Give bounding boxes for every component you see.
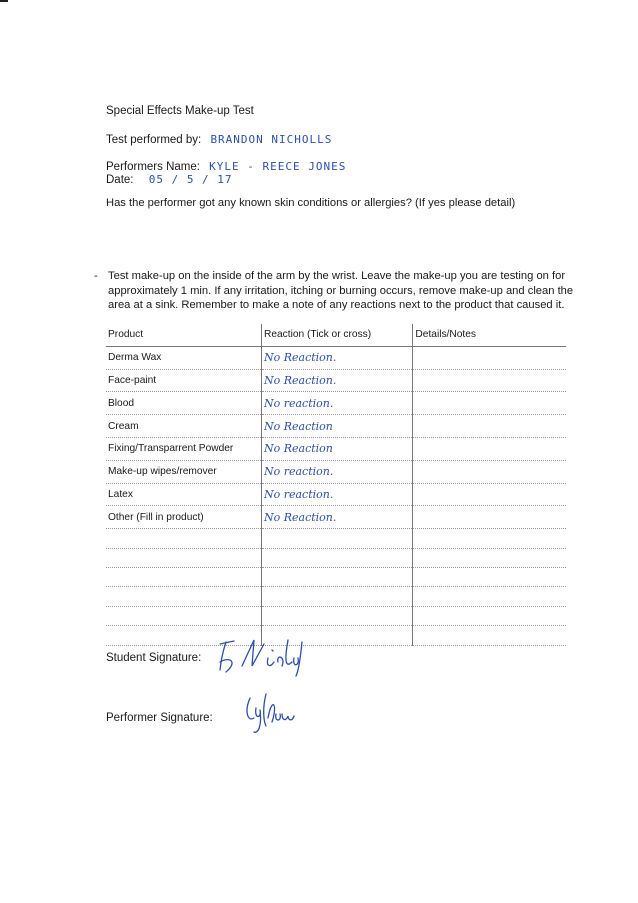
blank-cell: [413, 529, 566, 548]
table-row: [106, 437, 566, 460]
performer-name-value: KYLE - REECE JONES: [209, 160, 347, 173]
product-reaction-table: [106, 324, 566, 646]
instruction-text: Test make-up on the inside of the arm by the wrist. Leave the make-up you are testing on for approximately 1 min. If any irritation, itching or burning occurs, remove make-up and clean the area at a sink. Remember to make a note of any reactions next to the product that caused it.: [108, 270, 574, 311]
blank-cell: [106, 529, 261, 548]
performer-signature: [242, 688, 302, 738]
product-cell: Face-paint: [106, 369, 261, 392]
blank-cell: [413, 548, 566, 567]
blank-cell: [413, 606, 566, 625]
table-row: [106, 369, 566, 392]
blank-cell: [413, 587, 566, 606]
details-cell: [413, 460, 566, 483]
student-signature-label: Student Signature:: [106, 652, 202, 664]
details-cell: [413, 506, 566, 529]
reaction-cell: No Reaction.: [261, 369, 412, 392]
blank-cell: [261, 606, 412, 625]
reaction-cell: No Reaction: [261, 415, 412, 438]
performed-by-value: BRANDON NICHOLLS: [210, 133, 333, 146]
date-line: [106, 173, 233, 186]
reaction-cell: No Reaction.: [261, 506, 412, 529]
details-cell: [413, 346, 566, 369]
details-cell: [413, 369, 566, 392]
blank-cell: [106, 606, 261, 625]
date-label: Date:: [106, 174, 134, 186]
blank-cell: [261, 548, 412, 567]
blank-cell: [106, 548, 261, 567]
instruction-bullet: [94, 269, 578, 313]
details-cell: [413, 415, 566, 438]
header-product: Product: [106, 324, 261, 346]
product-cell: Derma Wax: [106, 346, 261, 369]
performer-name-label: Performers Name:: [106, 161, 200, 173]
product-cell: Other (Fill in product): [106, 506, 261, 529]
product-cell: Make-up wipes/remover: [106, 460, 261, 483]
product-cell: Blood: [106, 392, 261, 415]
table-row: [106, 415, 566, 438]
performed-by-label: Test performed by:: [106, 134, 202, 146]
table-row: [106, 460, 566, 483]
blank-row: [106, 548, 566, 567]
reaction-cell: No Reaction: [261, 437, 412, 460]
product-cell: Fixing/Transparrent Powder: [106, 437, 261, 460]
reaction-cell: No reaction.: [261, 483, 412, 506]
performer-signature-label: Performer Signature:: [106, 712, 213, 724]
reaction-cell: No reaction.: [261, 460, 412, 483]
blank-cell: [413, 567, 566, 586]
performer-name-line: [106, 160, 346, 173]
table-row: [106, 506, 566, 529]
reaction-cell: No reaction.: [261, 392, 412, 415]
blank-row: [106, 567, 566, 586]
blank-cell: [106, 587, 261, 606]
performed-by-line: [106, 133, 332, 146]
table-header-row: [106, 324, 566, 346]
blank-row: [106, 606, 566, 625]
details-cell: [413, 392, 566, 415]
allergy-question: Has the performer got any known skin conditions or allergies? (If yes please detail): [106, 197, 516, 209]
form-title: Special Effects Make-up Test: [106, 105, 254, 117]
product-cell: Cream: [106, 415, 261, 438]
blank-row: [106, 626, 566, 645]
blank-cell: [106, 567, 261, 586]
scan-corner-mark: [0, 0, 8, 2]
blank-cell: [261, 567, 412, 586]
table-row: [106, 346, 566, 369]
reaction-cell: No Reaction.: [261, 346, 412, 369]
date-value: 05 / 5 / 17: [148, 173, 233, 186]
bullet-dash: -: [94, 270, 98, 282]
header-details: Details/Notes: [413, 324, 566, 346]
blank-cell: [413, 626, 566, 645]
student-signature: [212, 632, 312, 678]
details-cell: [413, 437, 566, 460]
details-cell: [413, 483, 566, 506]
product-cell: Latex: [106, 483, 261, 506]
table-row: [106, 392, 566, 415]
blank-cell: [261, 587, 412, 606]
table-row: [106, 483, 566, 506]
header-reaction: Reaction (Tick or cross): [261, 324, 412, 346]
blank-cell: [261, 529, 412, 548]
blank-row: [106, 529, 566, 548]
blank-row: [106, 587, 566, 606]
